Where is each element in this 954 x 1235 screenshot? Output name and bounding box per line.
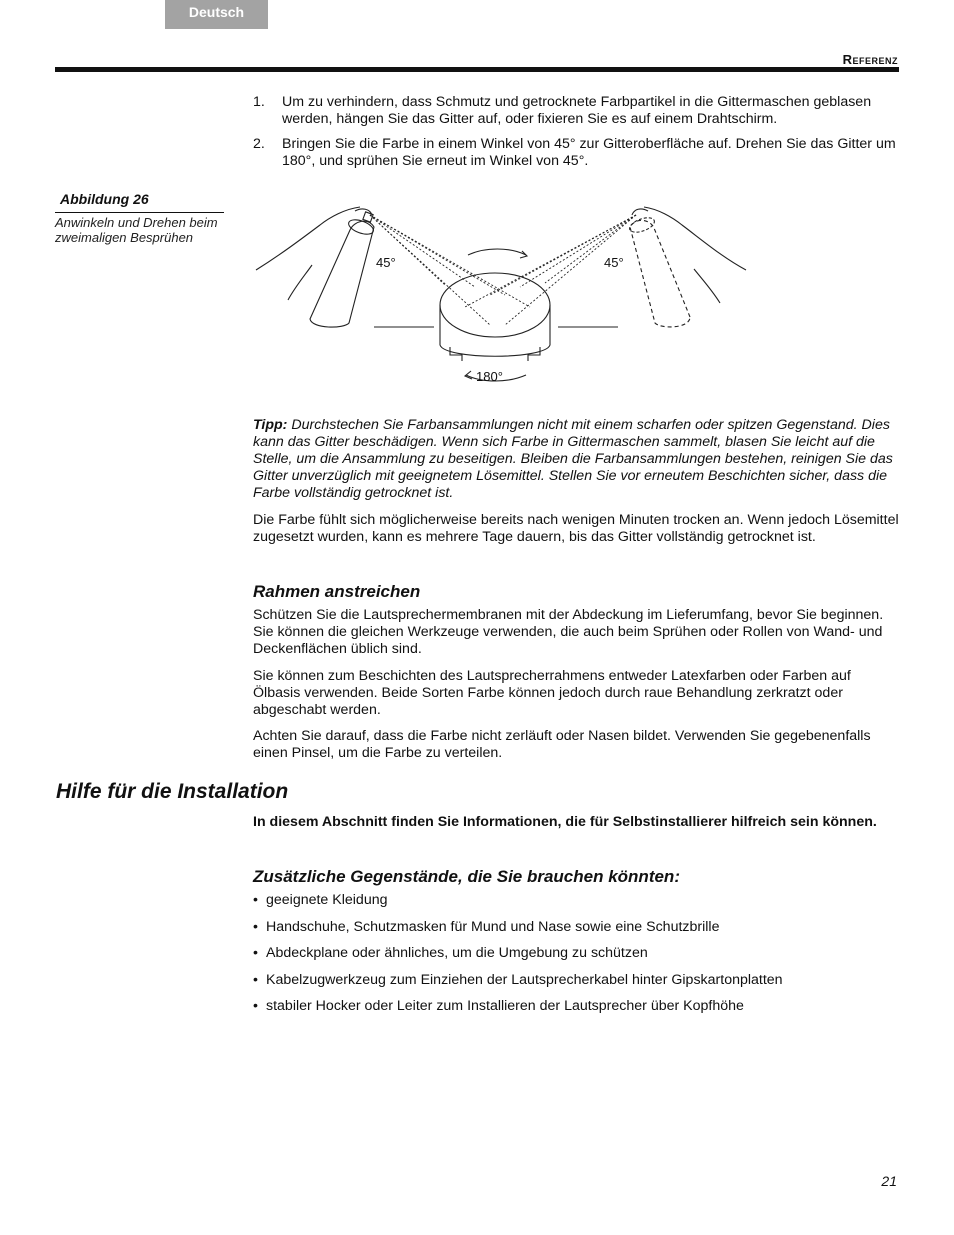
right-arm-lower-outline [694,269,720,303]
step-item [253,136,898,170]
spray-illustration-svg [250,195,760,395]
items-list [253,892,901,1025]
right-angle-label: 45° [604,255,624,270]
figure-rule [55,212,224,213]
top-rotation-arrow [468,249,526,255]
installation-heading: Hilfe für die Installation [56,780,289,803]
section-label: Referenz [842,52,898,67]
list-item: • Kabelzugwerkzeug zum Einziehen der Lautsprecherkabel hinter Gipskartonplatten [253,972,901,989]
instruction-steps [253,94,898,178]
right-arm-outline [644,207,746,270]
list-item: • Handschuhe, Schutzmasken für Mund und Nase sowie eine Schutzbrille [253,919,901,936]
frame-paragraph: Achten Sie darauf, dass die Farbe nicht zerläuft oder Nasen bildet. Verwenden Sie gegebenenfalls einen Pinsel, um die Farbe zu verteilen. [253,728,871,761]
figure-caption: Anwinkeln und Drehen beim zweimaligen Besprühen [55,215,218,245]
language-tab: Deutsch [165,0,268,29]
page-number: 21 [881,1173,897,1189]
items-subheading: Zusätzliche Gegenstände, die Sie brauchen könnten: [253,867,680,886]
top-rotation-arrowhead [520,251,527,258]
step-number: 2. [253,136,265,152]
step-text: Um zu verhindern, dass Schmutz und getrocknete Farbpartikel in die Gittermaschen geblasen werden, hängen Sie das Gitter auf, oder fixieren Sie es auf einem Drahtschirm. [282,94,872,127]
header-rule [55,67,899,72]
tip-label: Tipp: [253,417,288,433]
right-finger-outline [632,209,648,215]
frame-paragraph: Schützen Sie die Lautsprechermembranen mit der Abdeckung im Lieferumfang, bevor Sie beginnen. Sie können die gleichen Werkzeuge verwenden, die auch beim Sprühen oder Rollen von Wand- und Deckenflächen üblich sind. [253,607,884,657]
frame-heading: Rahmen anstreichen [253,582,421,601]
tip-text: Durchstechen Sie Farbansammlungen nicht mit einem scharfen oder spitzen Gegenstand. Dies kann das Gitter beschädigen. Wenn sich Farbe in Gittermaschen sammelt, blasen Sie leicht auf die Stelle, um die Ansammlung zu beseitigen. Bleiben die Farbansammlungen bestehen, reinigen Sie das Gitter unverzüglich mit geeignetem Lösemittel. Stellen Sie vor erneutem Beschichten sicher, dass die Farbe vollständig getrocknet ist. [253,417,893,501]
left-finger-outline [355,209,372,215]
list-item: • stabiler Hocker oder Leiter zum Installieren der Lautsprecher über Kopfhöhe [253,998,901,1015]
installation-intro: In diesem Abschnitt finden Sie Informationen, die für Selbstinstallierer hilfreich sein können. [253,814,877,830]
step-number: 1. [253,94,265,110]
tip-paragraph [253,417,901,502]
drying-paragraph: Die Farbe fühlt sich möglicherweise bereits nach wenigen Minuten trocken an. Wenn jedoch Lösemittel zugesetzt wurden, kann es mehrere Tage dauern, bis das Gitter vollständig getrocknet ist. [253,512,899,545]
frame-paragraph: Sie können zum Beschichten des Lautsprecherrahmens entweder Latexfarben oder Farben auf Ölbasis verwenden. Beide Sorten Farbe können jedoch durch raue Behandlung zerkratzt oder abgeschabt werden. [253,668,851,718]
left-spray-can [310,221,374,327]
list-item: • Abdeckplane oder ähnliches, um die Umgebung zu schützen [253,945,901,962]
spray-angle-illustration [250,195,760,395]
bottom-rotation-arrowhead [465,371,472,379]
figure-title: Abbildung 26 [60,191,149,207]
rotation-label: 180° [476,369,503,384]
left-arm-lower-outline [288,265,312,300]
grille-top-ellipse [440,273,550,337]
list-item: • geeignete Kleidung [253,892,901,909]
grille-side [440,305,550,356]
left-arm-outline [256,207,360,270]
right-spray-can [630,220,690,327]
left-angle-label: 45° [376,255,396,270]
step-item [253,94,898,128]
step-text: Bringen Sie die Farbe in einem Winkel von 45° zur Gitteroberfläche auf. Drehen Sie das Gitter um 180°, und sprühen Sie erneut im Winkel von 45°. [282,136,896,169]
